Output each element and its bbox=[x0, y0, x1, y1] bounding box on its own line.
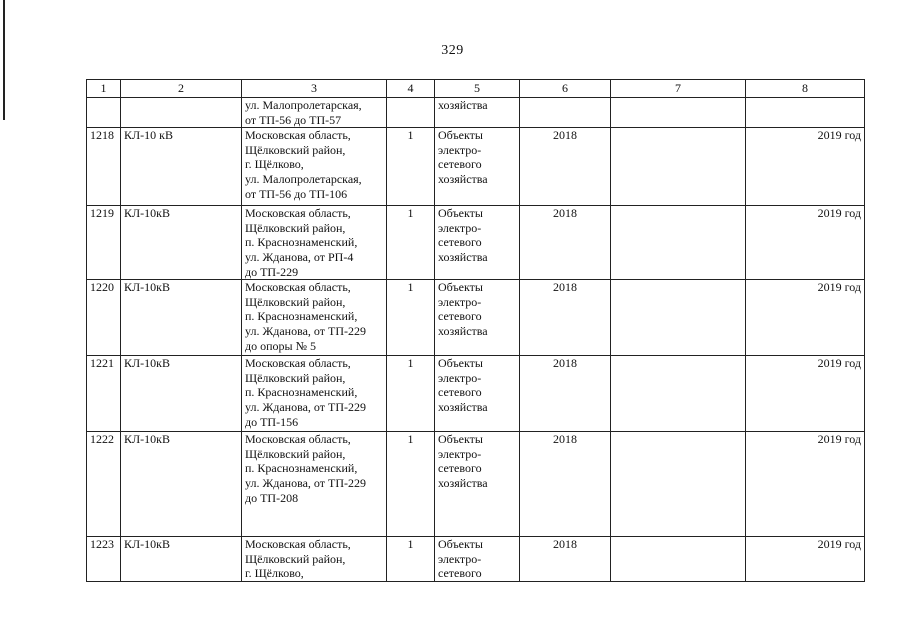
cell-year: 2018 bbox=[520, 356, 611, 432]
category-line: электро- bbox=[438, 220, 482, 235]
location-line: ул. Жданова, от ТП-229 bbox=[245, 399, 366, 414]
category-line: Объекты bbox=[438, 128, 483, 143]
cell-year: 2018 bbox=[520, 537, 611, 582]
cell-col7 bbox=[611, 98, 746, 128]
location-line: п. Краснознаменский, bbox=[245, 309, 358, 324]
cell-count: 1 bbox=[387, 537, 435, 582]
category-line: электро- bbox=[438, 294, 482, 309]
cell-year bbox=[520, 98, 611, 128]
location-line: от ТП-56 до ТП-106 bbox=[245, 186, 348, 201]
category-line: Объекты bbox=[438, 537, 483, 552]
cell-deadline: 2019 год bbox=[746, 537, 865, 582]
table-row bbox=[87, 537, 865, 582]
category-line: сетевого bbox=[438, 235, 482, 250]
cell-count: 1 bbox=[387, 128, 435, 206]
location-line: Московская область, bbox=[245, 206, 351, 221]
cell-year: 2018 bbox=[520, 206, 611, 280]
cell-category bbox=[435, 537, 520, 582]
location-line: Московская область, bbox=[245, 432, 351, 447]
category-line: Объекты bbox=[438, 432, 483, 447]
cell-number: 1221 bbox=[87, 356, 121, 432]
cell-col7 bbox=[611, 280, 746, 356]
cell-count: 1 bbox=[387, 356, 435, 432]
category-line: хозяйства bbox=[438, 399, 488, 414]
location-line: г. Щёлково, bbox=[245, 157, 304, 172]
cell-name: КЛ-10кВ bbox=[121, 356, 242, 432]
table-row bbox=[87, 128, 865, 206]
category-line: сетевого bbox=[438, 309, 482, 324]
cell-col7 bbox=[611, 432, 746, 537]
location-line: до ТП-208 bbox=[245, 490, 299, 505]
cell-category bbox=[435, 432, 520, 537]
column-header: 1 bbox=[87, 80, 121, 98]
category-line: Объекты bbox=[438, 356, 483, 371]
location-line: Щёлковский район, bbox=[245, 142, 346, 157]
column-header: 3 bbox=[242, 80, 387, 98]
cell-name: КЛ-10кВ bbox=[121, 432, 242, 537]
cell-number: 1218 bbox=[87, 128, 121, 206]
cell-deadline bbox=[746, 98, 865, 128]
cell-col7 bbox=[611, 128, 746, 206]
continuation-row bbox=[87, 98, 865, 128]
location-line: от ТП-56 до ТП-57 bbox=[245, 112, 342, 127]
cell-location bbox=[242, 206, 387, 280]
cell-year: 2018 bbox=[520, 280, 611, 356]
location-line: Московская область, bbox=[245, 356, 351, 371]
column-header: 8 bbox=[746, 80, 865, 98]
cell-number: 1220 bbox=[87, 280, 121, 356]
category-line: хозяйства bbox=[438, 475, 488, 490]
category-line: сетевого bbox=[438, 157, 482, 172]
category-line: Объекты bbox=[438, 280, 483, 295]
binding-margin-line bbox=[3, 0, 5, 120]
cell-location bbox=[242, 128, 387, 206]
category-line: сетевого bbox=[438, 385, 482, 400]
location-line: Щёлковский район, bbox=[245, 551, 346, 566]
cell-name: КЛ-10кВ bbox=[121, 537, 242, 582]
category-line: хозяйства bbox=[438, 171, 488, 186]
cell-number bbox=[87, 98, 121, 128]
cell-year: 2018 bbox=[520, 128, 611, 206]
cell-count: 1 bbox=[387, 432, 435, 537]
cell-deadline: 2019 год bbox=[746, 128, 865, 206]
category-line: сетевого bbox=[438, 566, 482, 581]
cell-name: КЛ-10кВ bbox=[121, 206, 242, 280]
cell-location bbox=[242, 432, 387, 537]
location-line: Щёлковский район, bbox=[245, 220, 346, 235]
location-line: г. Щёлково, bbox=[245, 566, 304, 581]
location-line: до опоры № 5 bbox=[245, 338, 317, 353]
location-line: ул. Жданова, от РП-4 bbox=[245, 249, 354, 264]
registry-table bbox=[86, 79, 865, 582]
cell-category bbox=[435, 280, 520, 356]
cell-category bbox=[435, 98, 520, 128]
location-line: ул. Малопролетарская, bbox=[245, 98, 362, 112]
cell-number: 1219 bbox=[87, 206, 121, 280]
cell-number: 1223 bbox=[87, 537, 121, 582]
location-line: ул. Жданова, от ТП-229 bbox=[245, 323, 366, 338]
table-row bbox=[87, 206, 865, 280]
cell-number: 1222 bbox=[87, 432, 121, 537]
cell-location bbox=[242, 537, 387, 582]
category-line: электро- bbox=[438, 446, 482, 461]
cell-col7 bbox=[611, 206, 746, 280]
category-line: сетевого bbox=[438, 461, 482, 476]
cell-count: 1 bbox=[387, 206, 435, 280]
column-header: 2 bbox=[121, 80, 242, 98]
cell-location bbox=[242, 98, 387, 128]
table-row bbox=[87, 432, 865, 537]
location-line: до ТП-156 bbox=[245, 414, 299, 429]
cell-col7 bbox=[611, 356, 746, 432]
category-line: электро- bbox=[438, 142, 482, 157]
cell-category bbox=[435, 128, 520, 206]
cell-name: КЛ-10 кВ bbox=[121, 128, 242, 206]
category-line: хозяйства bbox=[438, 98, 488, 112]
cell-col7 bbox=[611, 537, 746, 582]
location-line: п. Краснознаменский, bbox=[245, 461, 358, 476]
cell-category bbox=[435, 206, 520, 280]
column-header: 7 bbox=[611, 80, 746, 98]
location-line: Щёлковский район, bbox=[245, 370, 346, 385]
cell-count: 1 bbox=[387, 280, 435, 356]
location-line: Московская область, bbox=[245, 128, 351, 143]
category-line: электро- bbox=[438, 370, 482, 385]
location-line: Московская область, bbox=[245, 280, 351, 295]
cell-deadline: 2019 год bbox=[746, 280, 865, 356]
category-line: хозяйства bbox=[438, 323, 488, 338]
cell-deadline: 2019 год bbox=[746, 206, 865, 280]
cell-name: КЛ-10кВ bbox=[121, 280, 242, 356]
column-header: 6 bbox=[520, 80, 611, 98]
page-number: 329 bbox=[441, 43, 464, 58]
cell-count bbox=[387, 98, 435, 128]
table-row bbox=[87, 356, 865, 432]
location-line: Московская область, bbox=[245, 537, 351, 552]
location-line: Щёлковский район, bbox=[245, 294, 346, 309]
cell-category bbox=[435, 356, 520, 432]
column-number-row bbox=[87, 80, 865, 98]
location-line: Щёлковский район, bbox=[245, 446, 346, 461]
column-header: 4 bbox=[387, 80, 435, 98]
cell-location bbox=[242, 356, 387, 432]
table-row bbox=[87, 280, 865, 356]
location-line: ул. Малопролетарская, bbox=[245, 171, 362, 186]
location-line: п. Краснознаменский, bbox=[245, 385, 358, 400]
location-line: ул. Жданова, от ТП-229 bbox=[245, 475, 366, 490]
cell-deadline: 2019 год bbox=[746, 356, 865, 432]
location-line: до ТП-229 bbox=[245, 264, 299, 279]
category-line: Объекты bbox=[438, 206, 483, 221]
category-line: электро- bbox=[438, 551, 482, 566]
category-line: хозяйства bbox=[438, 249, 488, 264]
cell-name bbox=[121, 98, 242, 128]
cell-location bbox=[242, 280, 387, 356]
column-header: 5 bbox=[435, 80, 520, 98]
location-line: п. Краснознаменский, bbox=[245, 235, 358, 250]
cell-deadline: 2019 год bbox=[746, 432, 865, 537]
cell-year: 2018 bbox=[520, 432, 611, 537]
